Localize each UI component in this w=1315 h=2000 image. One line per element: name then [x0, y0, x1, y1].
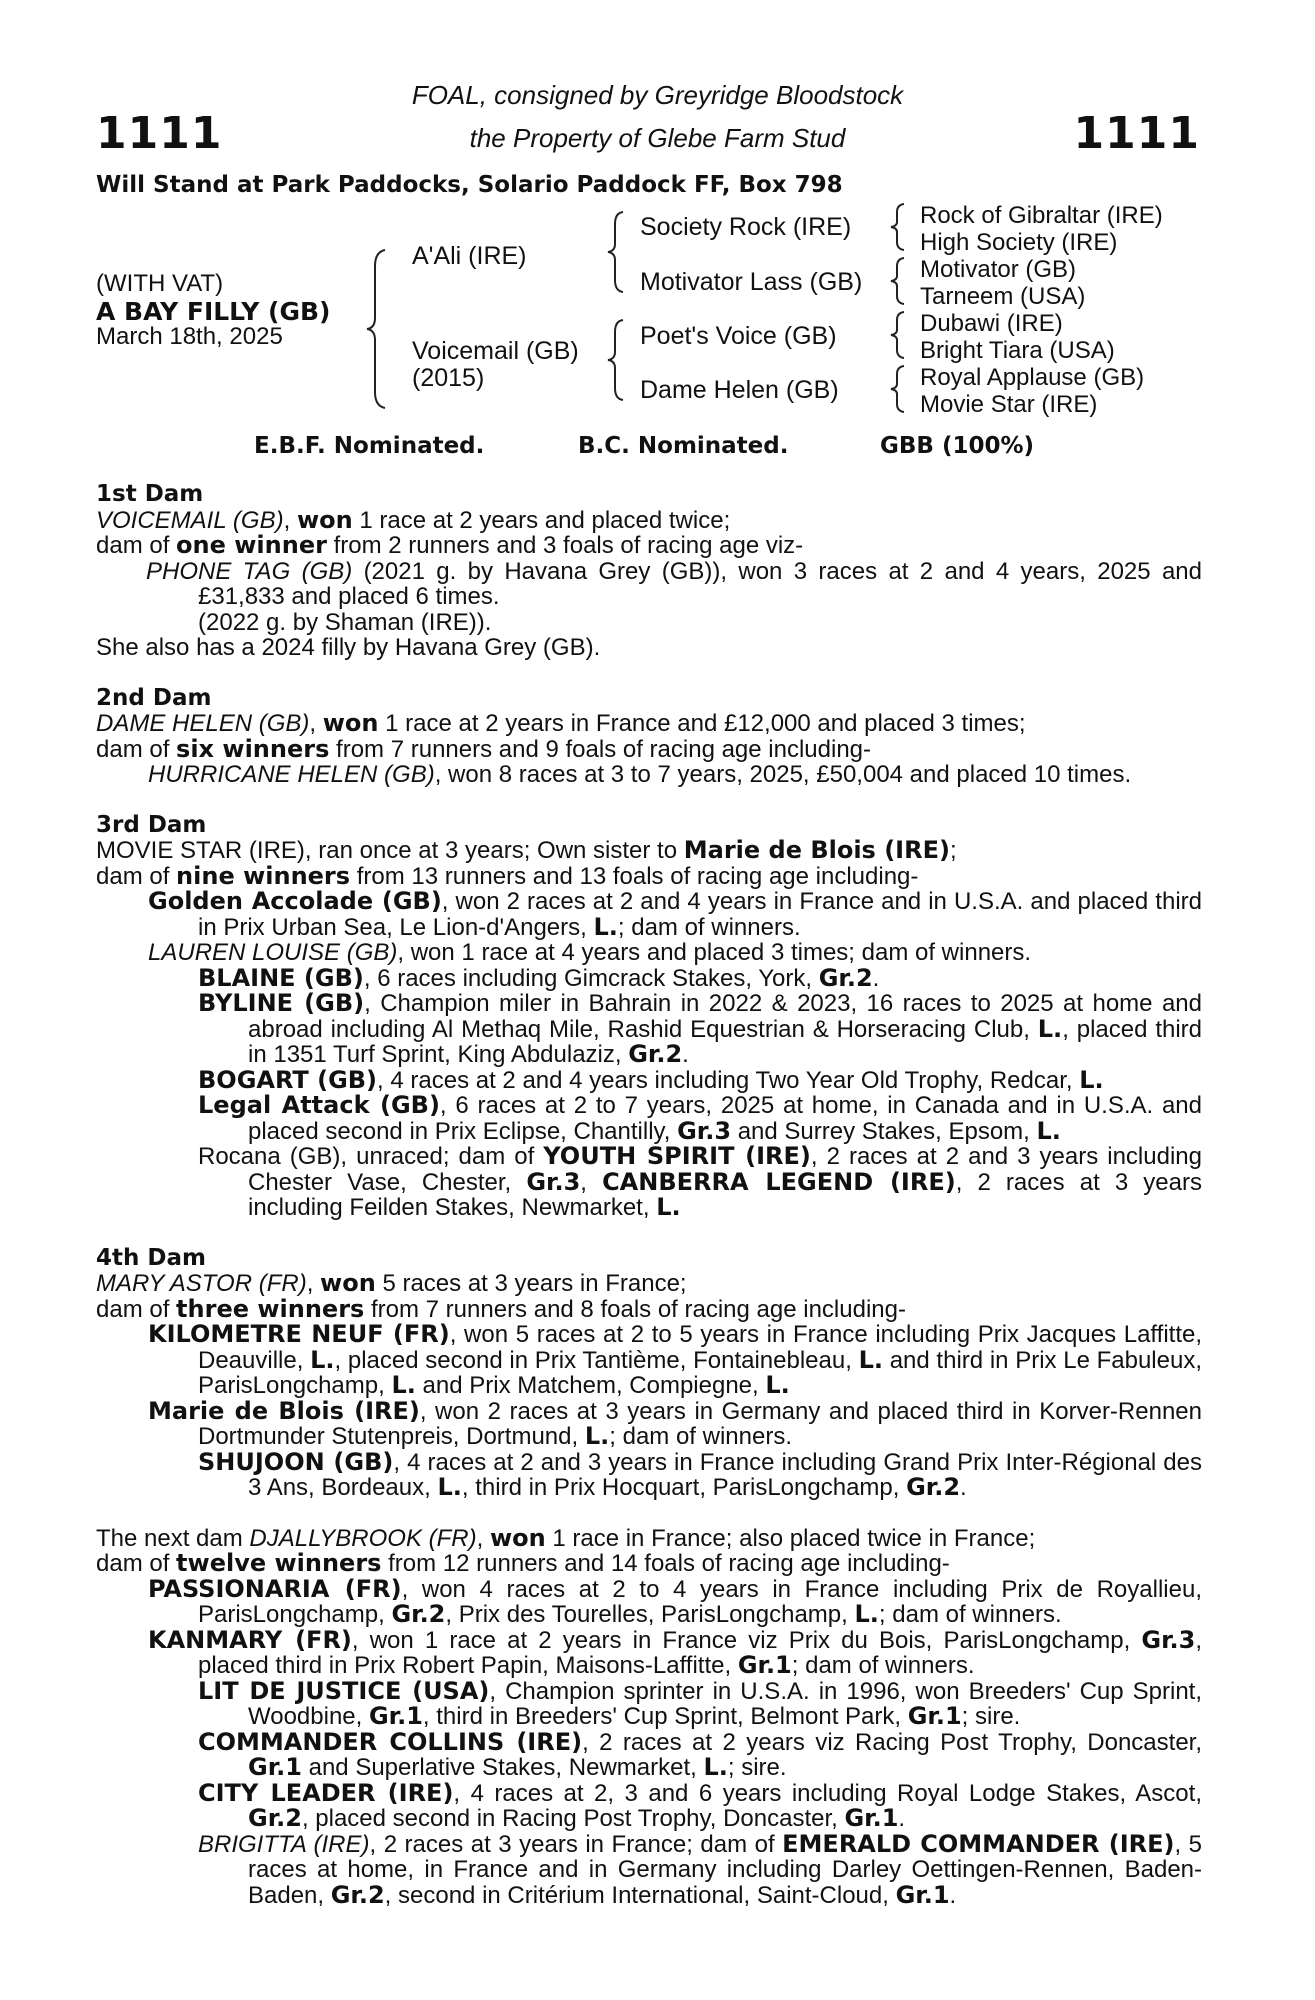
- vat-label: (WITH VAT): [96, 270, 224, 297]
- property-line: the Property of Glebe Farm Stud: [469, 123, 846, 153]
- pedigree-brace-2b: [605, 318, 631, 402]
- pedigree-brace-2a: [605, 210, 631, 294]
- second-dam-line: DAME HELEN (GB), won 1 race at 2 years in France and £12,000 and placed 3 times;: [96, 709, 1026, 737]
- dam-sire: Poet's Voice (GB): [640, 322, 837, 350]
- gen4-8: Movie Star (IRE): [920, 391, 1098, 418]
- third-dam-produce-summary: dam of nine winners from 13 runners and 13 foals of racing age including-: [96, 861, 919, 890]
- consignor-line: FOAL, consigned by Greyridge Bloodstock: [411, 80, 904, 110]
- pedigree-brace-3a: [888, 202, 910, 252]
- ebf-nominated: E.B.F. Nominated.: [254, 433, 485, 459]
- sire-sire: Society Rock (IRE): [640, 213, 852, 241]
- third-dam-runner-1: Golden Accolade (GB), won 2 races at 2 and 4 years in France and in U.S.A. and placed third in Prix Urban Sea, Le Lion-d'Angers, L.; dam of winners.: [148, 887, 1202, 941]
- lot-number-left: 1111: [96, 108, 223, 159]
- pedigree-brace-3b: [888, 256, 910, 306]
- second-dam-heading: 2nd Dam: [96, 684, 212, 711]
- third-dam-heading: 3rd Dam: [96, 811, 207, 838]
- next-dam-grandchild-2: COMMANDER COLLINS (IRE), 2 races at 2 years viz Racing Post Trophy, Doncaster, Gr.1 and Superlative Stakes, Newmarket, L.; sire.: [198, 1727, 1203, 1781]
- next-dam-line: The next dam DJALLYBROOK (FR), won 1 race in France; also placed twice in France;: [96, 1523, 1036, 1552]
- dam-name: Voicemail (GB): [412, 337, 579, 365]
- next-dam-grandchild-1: LIT DE JUSTICE (USA), Champion sprinter in U.S.A. in 1996, won Breeders' Cup Sprint, Woodbine, Gr.1, third in Breeders' Cup Sprint, Belmont Park, Gr.1; sire.: [198, 1676, 1203, 1730]
- first-dam-produce-summary: dam of one winner from 2 runners and 3 foals of racing age viz-: [96, 531, 804, 559]
- third-dam-grandchild-2: BYLINE (GB), Champion miler in Bahrain in 2022 & 2023, 16 races to 2025 at home and abroad including Al Methaq Mile, Rashid Equestrian & Horseracing Club, L., placed third in 1351 Turf Sprint, King Abdulaziz, Gr.2.: [198, 989, 1203, 1068]
- third-dam-grandchild-1: BLAINE (GB), 6 races including Gimcrack Stakes, York, Gr.2.: [198, 963, 880, 992]
- gen4-6: Bright Tiara (USA): [920, 337, 1115, 364]
- gbb-status: GBB (100%): [880, 433, 1035, 459]
- gen4-5: Dubawi (IRE): [920, 310, 1063, 337]
- next-dam-runner-1: PASSIONARIA (FR), won 4 races at 2 to 4 years in France including Prix de Royallieu, ParisLongchamp, Gr.2, Prix des Tourelles, ParisLongchamp, L.; dam of winners.: [148, 1574, 1202, 1628]
- pedigree-brace-3c: [888, 310, 910, 360]
- gen4-1: Rock of Gibraltar (IRE): [920, 202, 1163, 229]
- first-dam-runner-2: (2022 g. by Shaman (IRE)).: [198, 608, 492, 636]
- dam-dam: Dame Helen (GB): [640, 376, 839, 404]
- foaling-date: March 18th, 2025: [96, 323, 283, 350]
- fourth-dam-line: MARY ASTOR (FR), won 5 races at 3 years in France;: [96, 1269, 687, 1297]
- fourth-dam-runner-1: KILOMETRE NEUF (FR), won 5 races at 2 to 5 years in France including Prix Jacques Laffitte, Deauville, L., placed second in Prix Tantième, Fontainebleau, L. and third in Prix Le Fabuleux, ParisLongchamp, L. and Prix Matchem, Compiegne, L.: [148, 1320, 1203, 1399]
- bc-nominated: B.C. Nominated.: [578, 433, 789, 459]
- first-dam-runner-1: PHONE TAG (GB) (2021 g. by Havana Grey (GB)), won 3 races at 2 and 4 years, 2025 and £31,833 and placed 6 times.: [146, 557, 1202, 610]
- first-dam-note: She also has a 2024 filly by Havana Grey (GB).: [96, 634, 601, 661]
- horse-name: A BAY FILLY (GB): [96, 297, 331, 326]
- stand-line: Will Stand at Park Paddocks, Solario Paddock FF, Box 798: [96, 172, 843, 198]
- next-dam-runner-2: KANMARY (FR), won 1 race at 2 years in France viz Prix du Bois, ParisLongchamp, Gr.3, placed third in Prix Robert Papin, Maisons-Laffitte, Gr.1; dam of winners.: [148, 1625, 1203, 1679]
- gen4-7: Royal Applause (GB): [920, 364, 1145, 391]
- fourth-dam-produce-summary: dam of three winners from 7 runners and 8 foals of racing age including-: [96, 1294, 906, 1323]
- first-dam-heading: 1st Dam: [96, 481, 204, 507]
- next-dam-grandchild-3: CITY LEADER (IRE), 4 races at 2, 3 and 6 years including Royal Lodge Stakes, Ascot, Gr.2, placed second in Racing Post Trophy, Doncaster, Gr.1.: [198, 1778, 1202, 1832]
- fourth-dam-heading: 4th Dam: [96, 1244, 206, 1271]
- next-dam-grandchild-4: BRIGITTA (IRE), 2 races at 3 years in France; dam of EMERALD COMMANDER (IRE), 5 races at home, in France and in Germany including Darley Oettingen-Rennen, Baden-Baden, Gr.2, second in Critérium International, Saint-Cloud, Gr.1.: [198, 1829, 1202, 1909]
- sire-name: A'Ali (IRE): [412, 242, 527, 270]
- fourth-dam-grandchild-1: SHUJOON (GB), 4 races at 2 and 3 years in France including Grand Prix Inter-Régional des 3 Ans, Bordeaux, L., third in Prix Hocquart, ParisLongchamp, Gr.2.: [198, 1447, 1203, 1501]
- gen4-3: Motivator (GB): [920, 256, 1077, 283]
- third-dam-grandchild-5: Rocana (GB), unraced; dam of YOUTH SPIRIT (IRE), 2 races at 2 and 3 years including Chester Vase, Chester, Gr.3, CANBERRA LEGEND (IRE), 2 races at 3 years including Feilden Stakes, Newmarket, L.: [198, 1142, 1202, 1221]
- pedigree-brace-3d: [888, 364, 910, 414]
- fourth-dam-runner-2: Marie de Blois (IRE), won 2 races at 3 years in Germany and placed third in Korver-Rennen Dortmunder Stutenpreis, Dortmund, L.; dam of winners.: [148, 1396, 1202, 1450]
- third-dam-line: MOVIE STAR (IRE), ran once at 3 years; Own sister to Marie de Blois (IRE);: [96, 836, 957, 864]
- sire-dam: Motivator Lass (GB): [640, 268, 863, 296]
- catalogue-body: [96, 482, 1202, 1908]
- third-dam-grandchild-4: Legal Attack (GB), 6 races at 2 to 7 years, 2025 at home, in Canada and in U.S.A. and placed second in Prix Eclipse, Chantilly, Gr.3 and Surrey Stakes, Epsom, L.: [198, 1091, 1202, 1145]
- dam-year: (2015): [412, 364, 485, 392]
- second-dam-produce-summary: dam of six winners from 7 runners and 9 foals of racing age including-: [96, 734, 872, 763]
- second-dam-runner-1: HURRICANE HELEN (GB), won 8 races at 3 to 7 years, 2025, £50,004 and placed 10 times.: [148, 761, 1132, 788]
- lot-number-right: 1111: [1073, 108, 1200, 159]
- third-dam-grandchild-3: BOGART (GB), 4 races at 2 and 4 years including Two Year Old Trophy, Redcar, L.: [198, 1065, 1104, 1094]
- third-dam-runner-2: LAUREN LOUISE (GB), won 1 race at 4 years and placed 3 times; dam of winners.: [148, 939, 1032, 966]
- gen4-4: Tarneem (USA): [920, 283, 1086, 310]
- gen4-2: High Society (IRE): [920, 229, 1118, 256]
- next-dam-produce-summary: dam of twelve winners from 12 runners and 14 foals of racing age including-: [96, 1549, 950, 1577]
- first-dam-line: VOICEMAIL (GB), won 1 race at 2 years and placed twice;: [96, 505, 731, 534]
- pedigree-brace-1: [365, 248, 395, 410]
